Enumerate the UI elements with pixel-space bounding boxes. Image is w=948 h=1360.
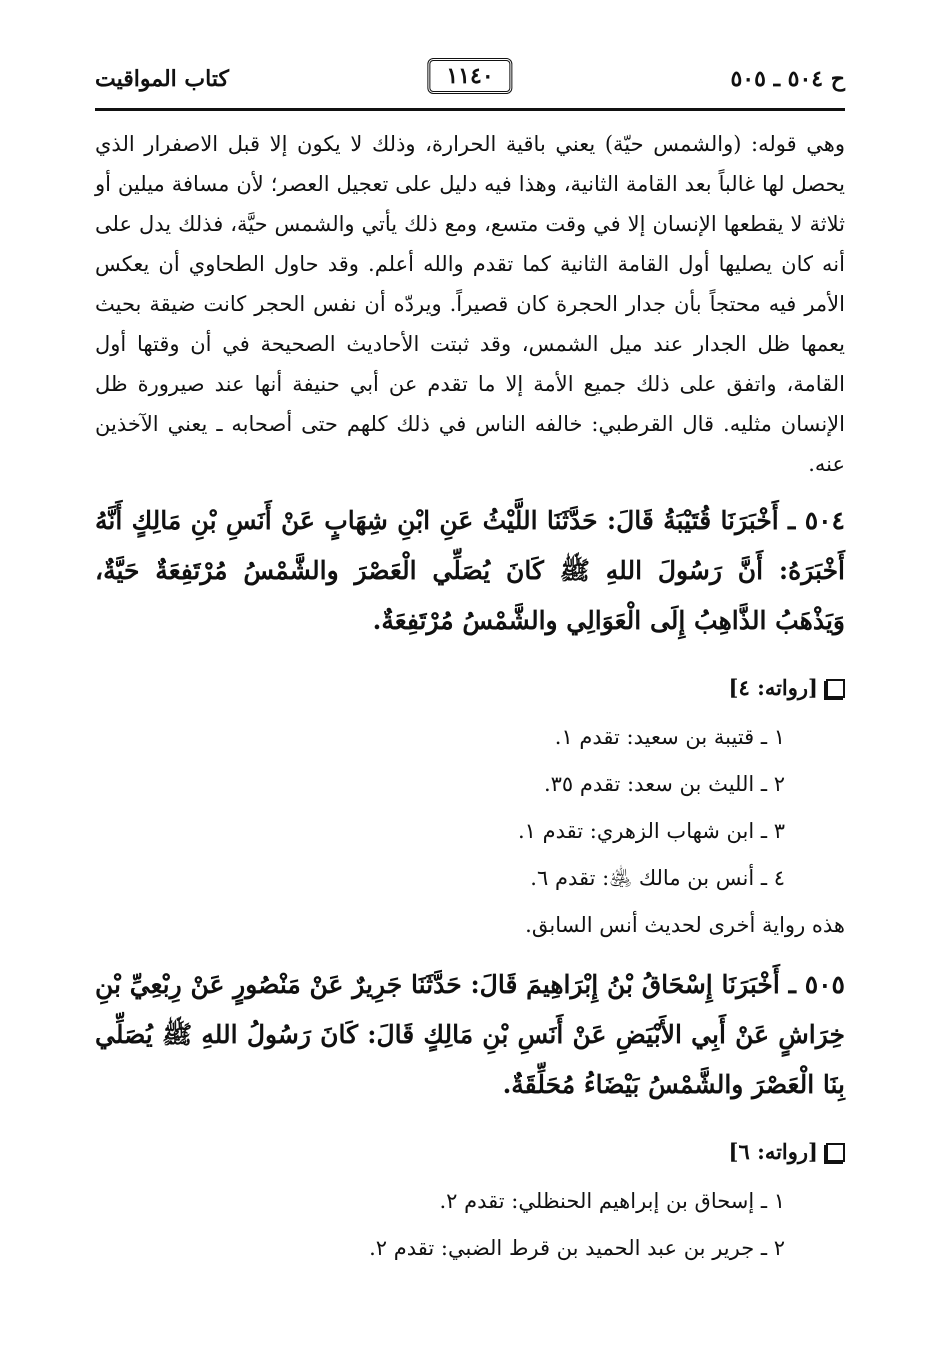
header-rule <box>95 108 845 111</box>
narrators-heading <box>95 1132 845 1172</box>
narrators-heading-text: [رواته: ٤] <box>728 675 818 700</box>
hadith-text: ـ أَخْبَرَنَا قُتَيْبَةُ قَالَ: حَدَّثَنَا اللَّيْثُ عَنِ ابْنِ شِهَابٍ عَنْ أَنَسِ بْنِ مَالِكٍ أَنَّهُ أَخْبَرَهُ: أَنَّ رَسُولَ اللهِ ﷺ كَانَ يُصَلِّي الْعَصْرَ والشَّمْسُ مُرْتَفِعَةٌ حَيَّةٌ، وَيَذْهَبُ الذَّاهِبُ إِلَى الْعَوَالِي والشَّمْسُ مُرْتَفِعَةٌ. <box>95 506 845 635</box>
running-header <box>95 40 845 110</box>
hadith-504 <box>95 496 845 646</box>
hadith-number: ٥٠٥ <box>804 970 845 999</box>
narrators-heading-text: [رواته: ٦] <box>728 1139 818 1164</box>
commentary-paragraph: وهي قوله: (والشمس حيّة) يعني باقية الحرارة، وذلك لا يكون إلا قبل الاصفرار الذي يحصل لها غالباً بعد القامة الثانية، وهذا فيه دليل على تعجيل العصر؛ لأن مسافة ميلين أو ثلاثة لا يقطعها الإنسان إلا في وقت متسع، ومع ذلك يأتي والشمس حيَّة، فذلك يدل على أنه كان يصليها أول القامة الثانية كما تقدم والله أعلم. وقد حاول الطحاوي أن يعكس الأمر فيه محتجاً بأن جدار الحجرة كان قصيراً. ويردّه أن نفس الحجر كانت ضيقة بحيث يعمها ظل الجدار عند ميل الشمس، وقد ثبتت الأحاديث الصحيحة في أن وقتها أول القامة، واتفق على ذلك جميع الأمة إلا ما تقدم عن أبي حنيفة أنها عند صيرورة ظل الإنسان مثليه. قال القرطبي: خالفه الناس في ذلك كلهم حتى أصحابه ـ يعني الآخذين عنه. <box>95 132 845 476</box>
list-item: ٢ ـ الليث بن سعد: تقدم ٣٥. <box>543 772 785 796</box>
narrators-heading <box>95 668 845 708</box>
book-title: كتاب المواقيت <box>95 66 229 92</box>
list-item: ٣ ـ ابن شهاب الزهري: تقدم ١. <box>517 819 785 843</box>
list-item: ١ ـ إسحاق بن إبراهيم الحنظلي: تقدم ٢. <box>439 1189 785 1213</box>
narrators-note: هذه رواية أخرى لحديث أنس السابق. <box>525 913 845 937</box>
narrators-list <box>95 714 845 902</box>
hadith-number: ٥٠٤ <box>804 506 845 535</box>
hadith-range: ح ٥٠٤ ـ ٥٠٥ <box>730 66 845 92</box>
page-body <box>95 124 845 1272</box>
list-item: ١ ـ قتيبة بن سعيد: تقدم ١. <box>554 725 785 749</box>
list-item: ٢ ـ جرير بن عبد الحميد بن قرط الضبي: تقدم ٢. <box>369 1236 785 1260</box>
list-item: ٤ ـ أنس بن مالك ﵁: تقدم ٦. <box>530 866 785 890</box>
hadith-text: ـ أَخْبَرَنَا إِسْحَاقُ بْنُ إِبْرَاهِيمَ قَالَ: حَدَّثَنَا جَرِيرٌ عَنْ مَنْصُورٍ عَنْ رِبْعِيِّ بْنِ خِرَاشٍ عَنْ أَبِي الأَبْيَضِ عَنْ أَنَسِ بْنِ مَالِكٍ قَالَ: كَانَ رَسُولُ اللهِ ﷺ يُصَلِّي بِنَا الْعَصْرَ والشَّمْسُ بَيْضَاءُ مُحَلِّقَةٌ. <box>95 970 845 1099</box>
page-number: ١١٤٠ <box>427 58 512 94</box>
narrators-list <box>95 1178 845 1272</box>
hadith-505 <box>95 960 845 1110</box>
square-bullet-icon <box>826 1143 845 1162</box>
square-bullet-icon <box>826 679 845 698</box>
